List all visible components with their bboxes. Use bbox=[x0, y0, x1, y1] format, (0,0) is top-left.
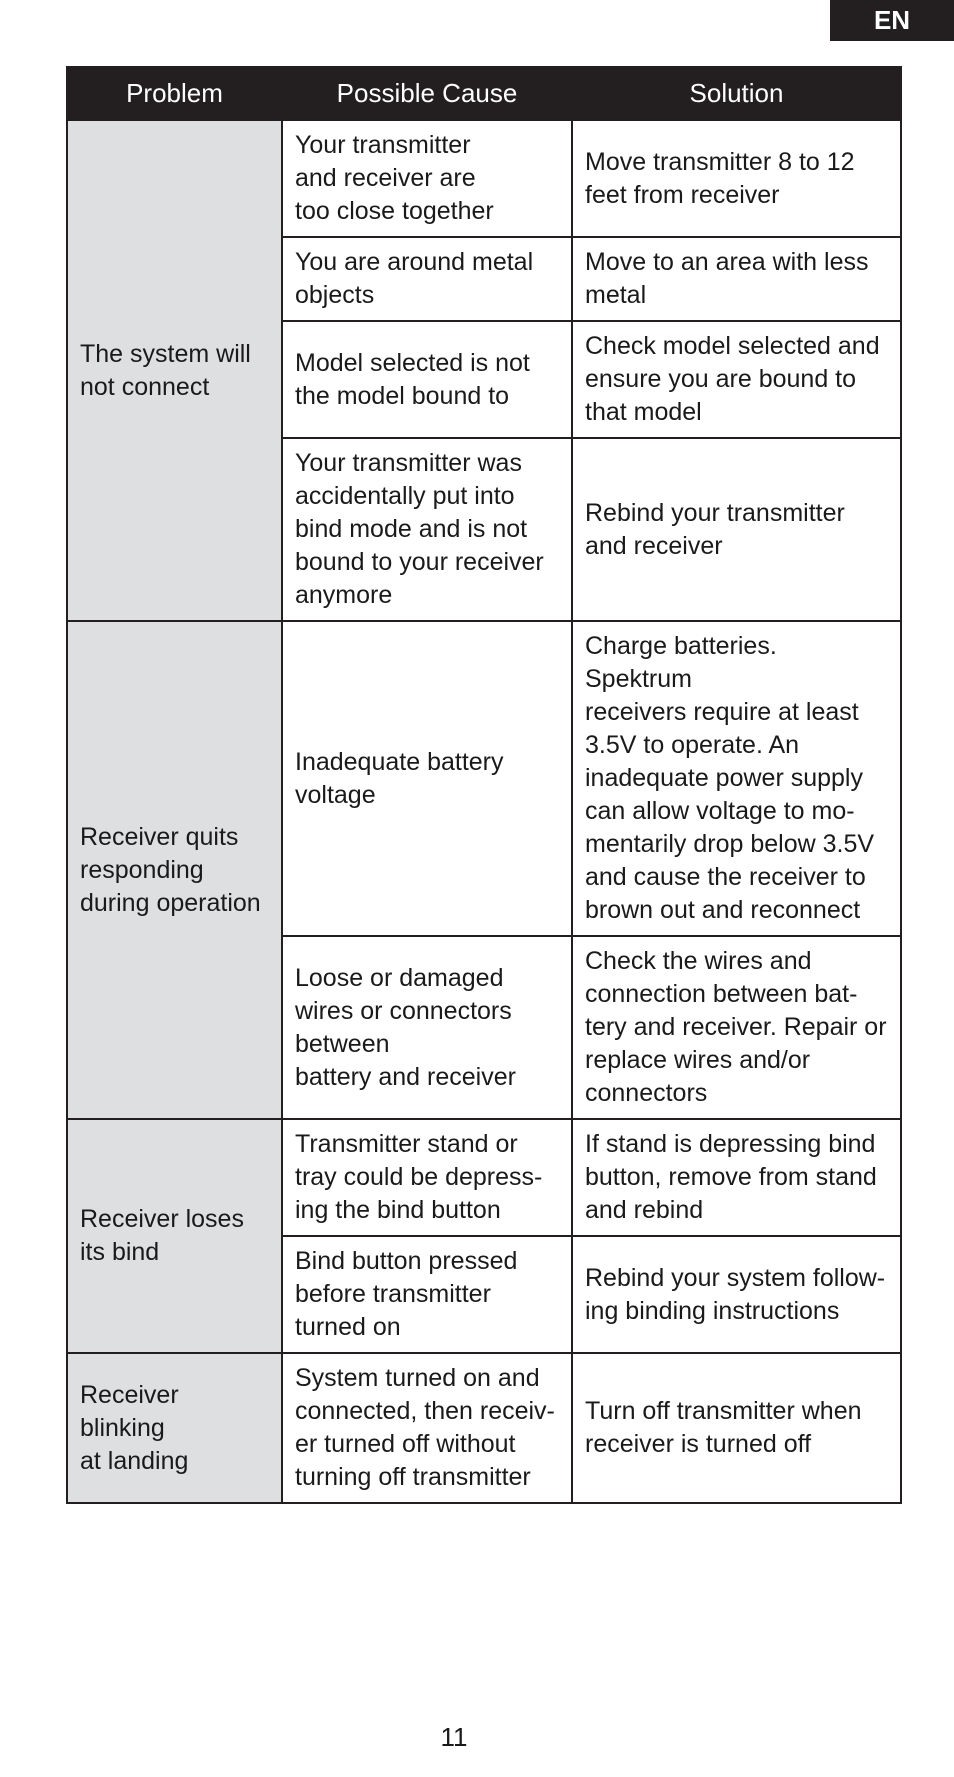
cause-cell: Your transmitter was accidentally put into bind mode and is not bound to your receiver anymore bbox=[282, 438, 572, 621]
solution-cell: Rebind your transmitter and receiver bbox=[572, 438, 901, 621]
header-solution: Solution bbox=[572, 67, 901, 120]
cause-cell: System turned on and connected, then receiv- er turned off without turning off transmitter bbox=[282, 1353, 572, 1503]
cause-cell: Loose or damaged wires or connectors between battery and receiver bbox=[282, 936, 572, 1119]
problem-cell: Receiver loses its bind bbox=[67, 1119, 282, 1353]
solution-cell: Turn off transmitter when receiver is turned off bbox=[572, 1353, 901, 1503]
table-row bbox=[67, 120, 901, 237]
cause-cell: Your transmitter and receiver are too close together bbox=[282, 120, 572, 237]
problem-cell: Receiver quits responding during operation bbox=[67, 621, 282, 1119]
cause-cell: Bind button pressed before transmitter turned on bbox=[282, 1236, 572, 1353]
solution-cell: Move to an area with less metal bbox=[572, 237, 901, 321]
table-row bbox=[67, 1353, 901, 1503]
solution-cell: Charge batteries. Spektrum receivers require at least 3.5V to operate. An inadequate power supply can allow voltage to mo- mentarily drop below 3.5V and cause the receiver to brown out and reconnect bbox=[572, 621, 901, 936]
cause-cell: Model selected is not the model bound to bbox=[282, 321, 572, 438]
table-header-row bbox=[67, 67, 901, 120]
header-problem: Problem bbox=[67, 67, 282, 120]
solution-cell: Move transmitter 8 to 12 feet from receiver bbox=[572, 120, 901, 237]
header-possible-cause: Possible Cause bbox=[282, 67, 572, 120]
table-row bbox=[67, 621, 901, 936]
solution-cell: If stand is depressing bind button, remove from stand and rebind bbox=[572, 1119, 901, 1236]
problem-cell: Receiver blinking at landing bbox=[67, 1353, 282, 1503]
cause-cell: You are around metal objects bbox=[282, 237, 572, 321]
cause-cell: Inadequate battery voltage bbox=[282, 621, 572, 936]
language-tab: EN bbox=[830, 0, 954, 41]
solution-cell: Rebind your system follow- ing binding instructions bbox=[572, 1236, 901, 1353]
solution-cell: Check model selected and ensure you are bound to that model bbox=[572, 321, 901, 438]
problem-cell: The system will not connect bbox=[67, 120, 282, 621]
cause-cell: Transmitter stand or tray could be depress- ing the bind button bbox=[282, 1119, 572, 1236]
solution-cell: Check the wires and connection between bat- tery and receiver. Repair or replace wires and/or connectors bbox=[572, 936, 901, 1119]
table-row bbox=[67, 1119, 901, 1236]
page-number: 11 bbox=[440, 1722, 468, 1752]
troubleshooting-table bbox=[66, 66, 902, 1504]
